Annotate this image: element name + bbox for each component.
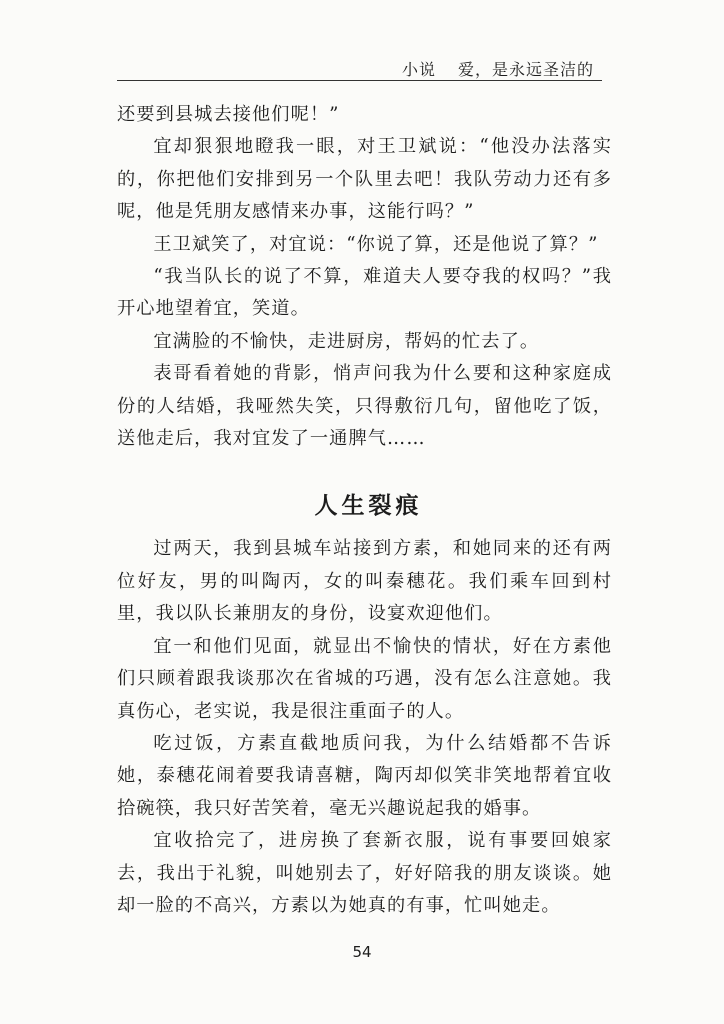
page-body <box>117 99 612 922</box>
header-text <box>402 57 594 80</box>
paragraph: 还要到县城去接他们呢！” <box>117 104 340 125</box>
paragraphs-top <box>117 99 612 455</box>
paragraph: “我当队长的说了不算，难道夫人要夺我的权吗？”我开心地望着宜，笑道。 <box>117 266 612 320</box>
paragraph: 过两天，我到县城车站接到方素，和她同来的还有两位好友，男的叫陶丙，女的叫秦穗花。我们乘车回到村里，我以队长兼朋友的身份，设宴欢迎他们。 <box>117 538 612 625</box>
running-header <box>117 52 602 81</box>
header-section: 小说 <box>401 60 436 79</box>
paragraph: 表哥看着她的背影，悄声问我为什么要和这种家庭成份的人结婚，我哑然失笑，只得敷衍几句，留他吃了饭，送他走后，我对宜发了一通脾气…… <box>117 363 612 450</box>
paragraph: 吃过饭，方素直截地质问我，为什么结婚都不告诉她，泰穗花闹着要我请喜糖，陶丙却似笑非笑地帮着宜收拾碗筷，我只好苦笑着，毫无兴趣说起我的婚事。 <box>117 732 612 819</box>
paragraph: 宜却狠狠地瞪我一眼，对王卫斌说：“他没办法落实的，你把他们安排到另一个队里去吧！我队劳动力还有多呢，他是凭朋友感情来办事，这能行吗？” <box>117 136 612 223</box>
paragraph: 宜一和他们见面，就显出不愉快的情状，好在方素他们只顾着跟我谈那次在省城的巧遇，没有怎么注意她。我真伤心，老实说，我是很注重面子的人。 <box>117 635 612 722</box>
header-title: 爱，是永远圣洁的 <box>457 60 594 79</box>
paragraph: 宜收拾完了，进房换了套新衣服，说有事要回娘家去，我出于礼貌，叫她别去了，好好陪我的朋友谈谈。她却一脸的不高兴，方素以为她真的有事，忙叫她走。 <box>117 830 612 916</box>
section-title: 人生裂痕 <box>314 493 423 520</box>
page-number: 54 <box>352 943 372 961</box>
paragraph: 王卫斌笑了，对宜说：“你说了算，还是他说了算？” <box>153 233 599 255</box>
paragraphs-bottom <box>117 533 612 922</box>
paragraph: 宜满脸的不愉快，走进厨房，帮妈的忙去了。 <box>153 330 540 352</box>
